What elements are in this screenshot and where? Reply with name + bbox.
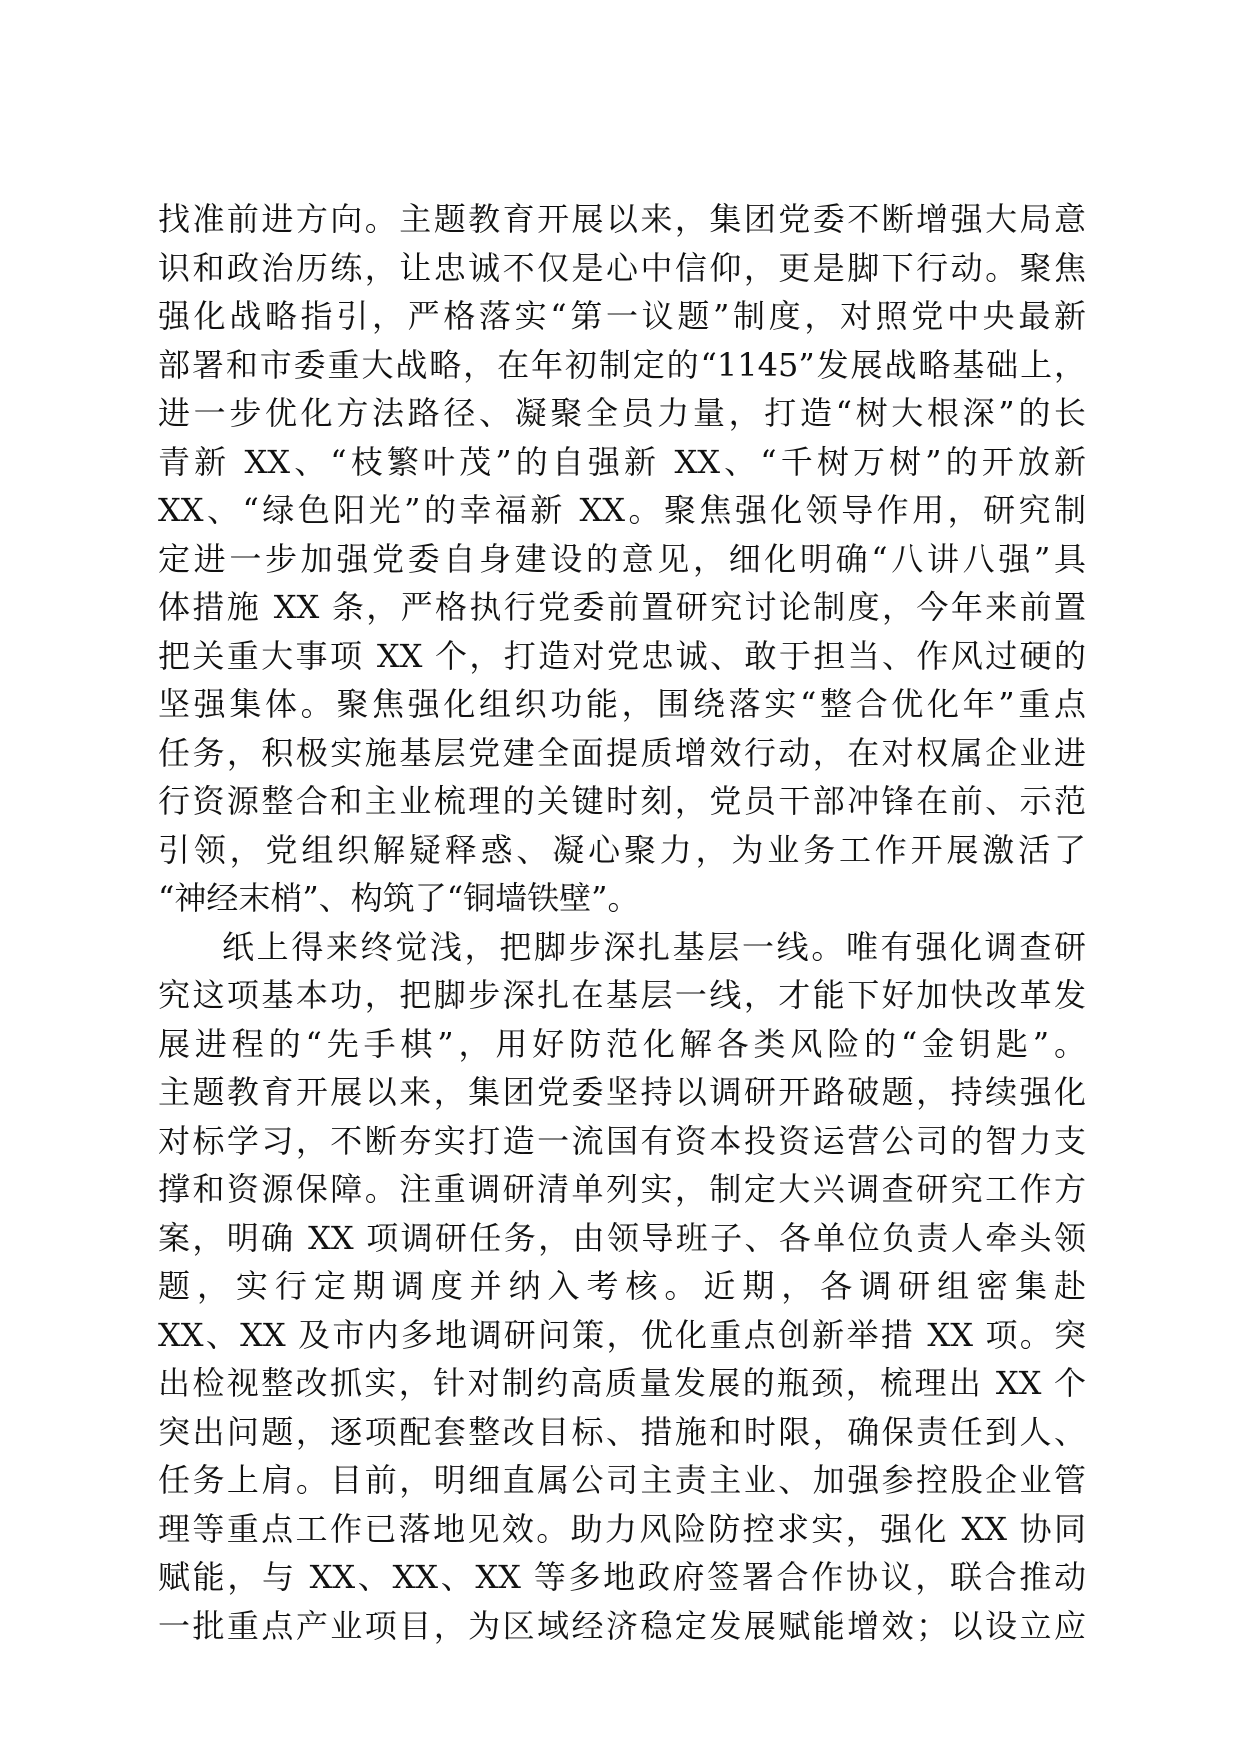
- text-line: 识和政治历练，让忠诚不仅是心中信仰，更是脚下行动。聚焦: [158, 248, 1086, 287]
- text-line: 找准前进方向。主题教育开展以来，集团党委不断增强大局意: [158, 200, 1086, 238]
- text-line: “神经末梢”、构筑了“铜墙铁壁”。: [158, 879, 640, 917]
- text-line: 突出问题，逐项配套整改目标、措施和时限，确保责任到人、: [158, 1412, 1086, 1451]
- text-line: 青新 XX、“枝繁叶茂”的自强新 XX、“千树万树”的开放新: [158, 442, 1086, 481]
- text-line: 把关重大事项 XX 个，打造对党忠诚、敢于担当、作风过硬的: [158, 636, 1086, 675]
- text-line: 对标学习，不断夯实打造一流国有资本投资运营公司的智力支: [158, 1121, 1086, 1160]
- text-line: 体措施 XX 条，严格执行党委前置研究讨论制度，今年来前置: [158, 588, 1086, 626]
- text-line: XX、“绿色阳光”的幸福新 XX。聚焦强化领导作用，研究制: [158, 491, 1086, 529]
- text-line: 撑和资源保障。注重调研清单列实，制定大兴调查研究工作方: [158, 1170, 1086, 1208]
- paragraph-2: [158, 923, 1086, 1651]
- text-line: 任务上肩。目前，明细直属公司主责主业、加强参控股企业管: [158, 1461, 1086, 1499]
- text-line: 一批重点产业项目，为区域经济稳定发展赋能增效；以设立应: [158, 1606, 1086, 1645]
- text-line: 案，明确 XX 项调研任务，由领导班子、各单位负责人牵头领: [158, 1218, 1086, 1257]
- text-line: 纸上得来终觉浅，把脚步深扎基层一线。唯有强化调查研: [222, 927, 1086, 966]
- text-line: 赋能，与 XX、XX、XX 等多地政府签署合作协议，联合推动: [158, 1558, 1086, 1596]
- text-line: XX、XX 及市内多地调研问策，优化重点创新举措 XX 项。突: [158, 1315, 1086, 1354]
- text-line: 强化战略指引，严格落实“第一议题”制度，对照党中央最新: [158, 297, 1086, 335]
- text-line: 出检视整改抓实，针对制约高质量发展的瓶颈，梳理出 XX 个: [158, 1364, 1086, 1402]
- text-line: 引领，党组织解疑释惑、凝心聚力，为业务工作开展激活了: [158, 830, 1086, 869]
- document-body: [158, 195, 1086, 1650]
- text-line: 任务，积极实施基层党建全面提质增效行动，在对权属企业进: [158, 733, 1086, 772]
- text-line: 究这项基本功，把脚步深扎在基层一线，才能下好加快改革发: [158, 976, 1086, 1014]
- text-line: 主题教育开展以来，集团党委坚持以调研开路破题，持续强化: [158, 1073, 1086, 1111]
- paragraph-1: [158, 195, 1086, 923]
- text-line: 进一步优化方法路径、凝聚全员力量，打造“树大根深”的长: [158, 394, 1086, 432]
- text-line: 坚强集体。聚焦强化组织功能，围绕落实“整合优化年”重点: [158, 685, 1086, 723]
- text-line: 题，实行定期调度并纳入考核。近期，各调研组密集赴: [158, 1267, 1086, 1305]
- text-line: 定进一步加强党委自身建设的意见，细化明确“八讲八强”具: [158, 539, 1086, 578]
- text-line: 理等重点工作已落地见效。助力风险防控求实，强化 XX 协同: [158, 1509, 1086, 1548]
- text-line: 行资源整合和主业梳理的关键时刻，党员干部冲锋在前、示范: [158, 782, 1086, 820]
- text-line: 展进程的“先手棋”，用好防范化解各类风险的“金钥匙”。: [158, 1024, 1086, 1063]
- text-line: 部署和市委重大战略，在年初制定的“1145”发展战略基础上，: [158, 345, 1086, 384]
